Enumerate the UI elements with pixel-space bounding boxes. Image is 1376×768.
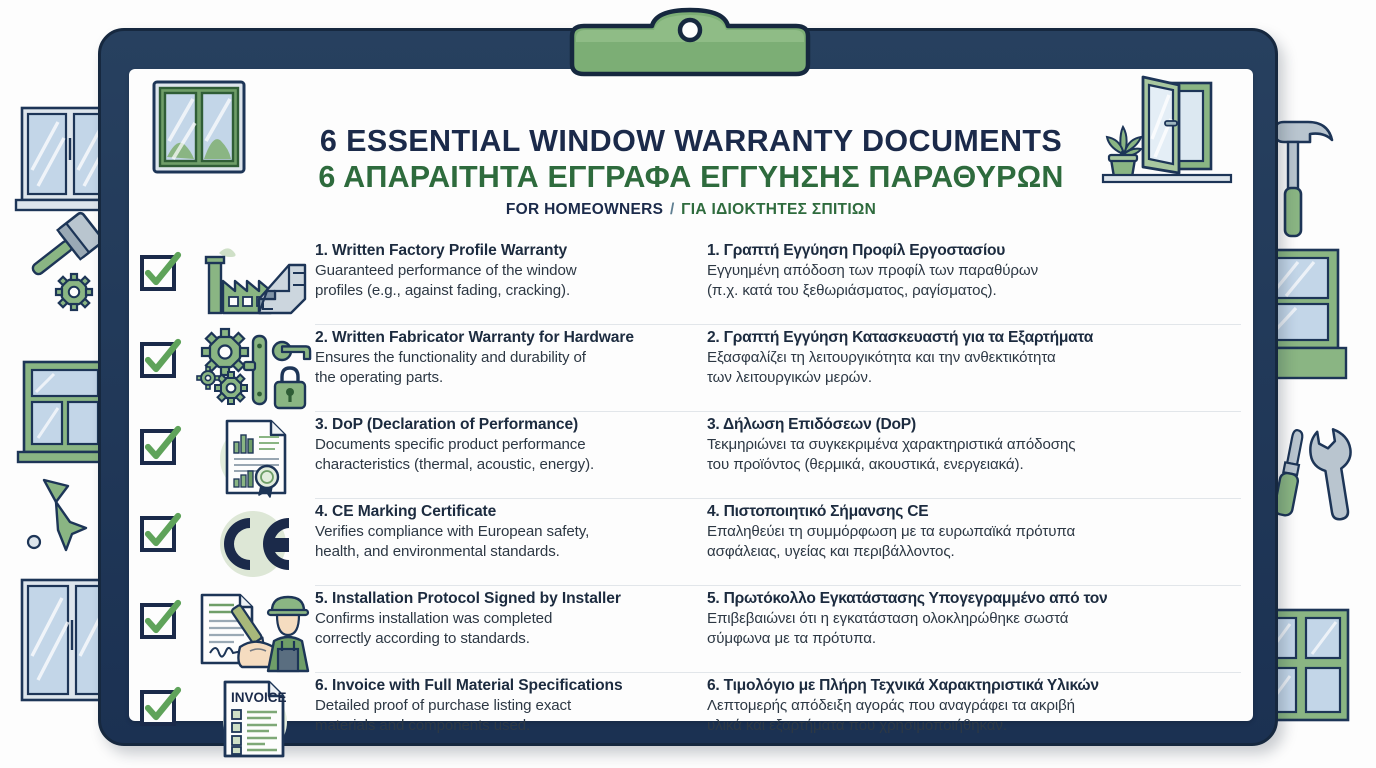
row-desc-en xyxy=(315,609,697,648)
row-title-el: 5. Πρωτόκολλο Εγκατάστασης Υπογεγραμμένο από τον xyxy=(707,590,1108,607)
row-text-en xyxy=(315,415,707,475)
row-text-en xyxy=(315,589,707,649)
row-text-el xyxy=(707,589,1253,649)
row-desc-line: Detailed proof of purchase listing exact xyxy=(315,697,572,715)
checkbox-checked-icon[interactable] xyxy=(139,686,181,728)
row-desc-line: (π.χ. κατά του ξεθωριάσματος, ραγίσματος). xyxy=(707,282,997,300)
documents-list xyxy=(129,237,1253,759)
list-item[interactable] xyxy=(129,411,1253,498)
checkbox-checked-icon[interactable] xyxy=(139,512,181,554)
row-desc-en xyxy=(315,696,697,735)
list-item[interactable] xyxy=(129,498,1253,585)
row-title-el: 4. Πιστοποιητικό Σήμανσης CE xyxy=(707,503,929,520)
row-desc-el xyxy=(707,696,1243,735)
checkbox-checked-icon[interactable] xyxy=(139,251,181,293)
checkbox-checked-icon[interactable] xyxy=(139,599,181,641)
row-desc-line: ασφάλειας, υγείας και περιβάλλοντος. xyxy=(707,543,955,561)
row-title-en: 2. Written Fabricator Warranty for Hardware xyxy=(315,329,634,346)
row-desc-en xyxy=(315,522,697,561)
checkbox-cell[interactable] xyxy=(129,328,191,380)
row-desc-line: Ensures the functionality and durability of xyxy=(315,349,586,367)
list-item[interactable] xyxy=(129,237,1253,324)
row-desc-line: health, and environmental standards. xyxy=(315,543,560,561)
gears-handle-and-padlock-icon xyxy=(197,330,309,410)
row-title-el: 6. Τιμολόγιο με Πλήρη Τεχνικά Χαρακτηριστικά Υλικών xyxy=(707,677,1099,694)
row-text-el xyxy=(707,328,1253,388)
subtitle-separator: / xyxy=(669,201,675,219)
list-item[interactable] xyxy=(129,672,1253,759)
row-text-en xyxy=(315,502,707,562)
checkbox-cell[interactable] xyxy=(129,415,191,467)
header xyxy=(129,125,1253,219)
gear-icon xyxy=(56,274,92,310)
row-desc-line: Τεκμηριώνει τα συγκεκριμένα χαρακτηριστικά απόδοσης xyxy=(707,436,1076,454)
row-desc-line: Confirms installation was completed xyxy=(315,610,553,628)
row-title-en: 5. Installation Protocol Signed by Installer xyxy=(315,590,621,607)
closed-window-icon xyxy=(151,79,247,175)
screwdriver-and-wrench-icon xyxy=(1273,427,1361,522)
row-desc-line: profiles (e.g., against fading, cracking). xyxy=(315,282,571,300)
row-title-en: 1. Written Factory Profile Warranty xyxy=(315,242,568,259)
page-title-en: 6 ESSENTIAL WINDOW WARRANTY DOCUMENTS xyxy=(319,124,1063,158)
row-icon-cell xyxy=(191,328,315,410)
row-text-el xyxy=(707,415,1253,475)
sledgehammer-icon xyxy=(23,212,104,287)
row-icon-cell xyxy=(191,589,315,671)
checkbox-checked-icon[interactable] xyxy=(139,425,181,467)
row-text-en xyxy=(315,676,707,736)
subtitle-el: ΓΙΑ ΙΔΙΟΚΤΗΤΕΣ ΣΠΙΤΙΩΝ xyxy=(681,201,877,219)
invoice-icon xyxy=(203,678,303,760)
row-desc-line: υλικά και εξαρτήματα που χρησιμοποιήθηκαν. xyxy=(707,717,1007,735)
subtitle-en: FOR HOMEOWNERS xyxy=(505,201,664,219)
row-desc-en xyxy=(315,261,697,300)
row-desc-el xyxy=(707,609,1243,648)
performance-document-with-seal-icon xyxy=(203,417,303,497)
page-title-el: 6 ΑΠΑΡΑΙΤΗΤΑ ΕΓΓΡΑΦΑ ΕΓΓΥΗΣΗΣ ΠΑΡΑΘΥΡΩΝ xyxy=(318,159,1064,194)
row-desc-el xyxy=(707,435,1243,474)
row-desc-line: Documents specific product performance xyxy=(315,436,586,454)
row-icon-cell xyxy=(191,415,315,497)
row-desc-line: των λειτουργικών μερών. xyxy=(707,369,872,387)
row-desc-line: Εξασφαλίζει τη λειτουργικότητα και την ανθεκτικότητα xyxy=(707,349,1056,367)
checkbox-cell[interactable] xyxy=(129,676,191,728)
row-desc-en xyxy=(315,435,697,474)
factory-and-window-profile-icon xyxy=(197,243,309,323)
row-desc-line: the operating parts. xyxy=(315,369,444,387)
ce-marking-icon xyxy=(203,504,303,584)
clipboard xyxy=(98,28,1278,746)
checkbox-checked-icon[interactable] xyxy=(139,338,181,380)
list-item[interactable] xyxy=(129,585,1253,672)
signing-installer-icon xyxy=(194,591,312,671)
clipboard-clip[interactable] xyxy=(566,8,814,78)
checkbox-cell[interactable] xyxy=(129,502,191,554)
row-desc-line: σύμφωνα με τα πρότυπα. xyxy=(707,630,876,648)
row-title-el: 2. Γραπτή Εγγύηση Κατασκευαστή για τα Εξαρτήματα xyxy=(707,329,1094,346)
row-desc-line: Guaranteed performance of the window xyxy=(315,262,577,280)
row-icon-cell xyxy=(191,241,315,323)
row-text-en xyxy=(315,241,707,301)
open-window-door-with-plant-icon xyxy=(1093,69,1243,187)
row-title-el: 1. Γραπτή Εγγύηση Προφίλ Εργοστασίου xyxy=(707,242,1006,259)
row-desc-line: Επιβεβαιώνει ότι η εγκατάσταση ολοκληρώθηκε σωστά xyxy=(707,610,1069,628)
list-item[interactable] xyxy=(129,324,1253,411)
row-desc-line: characteristics (thermal, acoustic, energy). xyxy=(315,456,595,474)
row-desc-line: materials and components used. xyxy=(315,717,531,735)
row-icon-cell xyxy=(191,676,315,760)
row-desc-line: του προϊόντος (θερμικά, ακουστικά, ενεργειακά). xyxy=(707,456,1024,474)
chisel-tool-icon xyxy=(28,480,86,550)
row-desc-line: correctly according to standards. xyxy=(315,630,530,648)
row-title-en: 4. CE Marking Certificate xyxy=(315,503,497,520)
row-text-el xyxy=(707,502,1253,562)
invoice-label: INVOICE xyxy=(231,690,287,705)
row-text-el xyxy=(707,676,1253,736)
clipboard-paper xyxy=(129,69,1253,735)
row-title-en: 3. DoP (Declaration of Performance) xyxy=(315,416,579,433)
row-desc-el xyxy=(707,522,1243,561)
claw-hammer-icon xyxy=(1276,122,1332,236)
row-desc-line: Εγγυημένη απόδοση των προφίλ των παραθύρων xyxy=(707,262,1039,280)
row-desc-el xyxy=(707,261,1243,300)
row-text-en xyxy=(315,328,707,388)
row-icon-cell xyxy=(191,502,315,584)
row-text-el xyxy=(707,241,1253,301)
row-desc-en xyxy=(315,348,697,387)
row-desc-line: Λεπτομερής απόδειξη αγοράς που αναγράφει τα ακριβή xyxy=(707,697,1075,715)
page-subtitle xyxy=(129,201,1253,219)
checkbox-cell[interactable] xyxy=(129,241,191,293)
row-desc-line: Επαληθεύει τη συμμόρφωση με τα ευρωπαϊκά πρότυπα xyxy=(707,523,1076,541)
row-title-el: 3. Δήλωση Επιδόσεων (DoP) xyxy=(707,416,916,433)
row-title-en: 6. Invoice with Full Material Specifications xyxy=(315,677,623,694)
row-desc-line: Verifies compliance with European safety, xyxy=(315,523,590,541)
checkbox-cell[interactable] xyxy=(129,589,191,641)
row-desc-el xyxy=(707,348,1243,387)
